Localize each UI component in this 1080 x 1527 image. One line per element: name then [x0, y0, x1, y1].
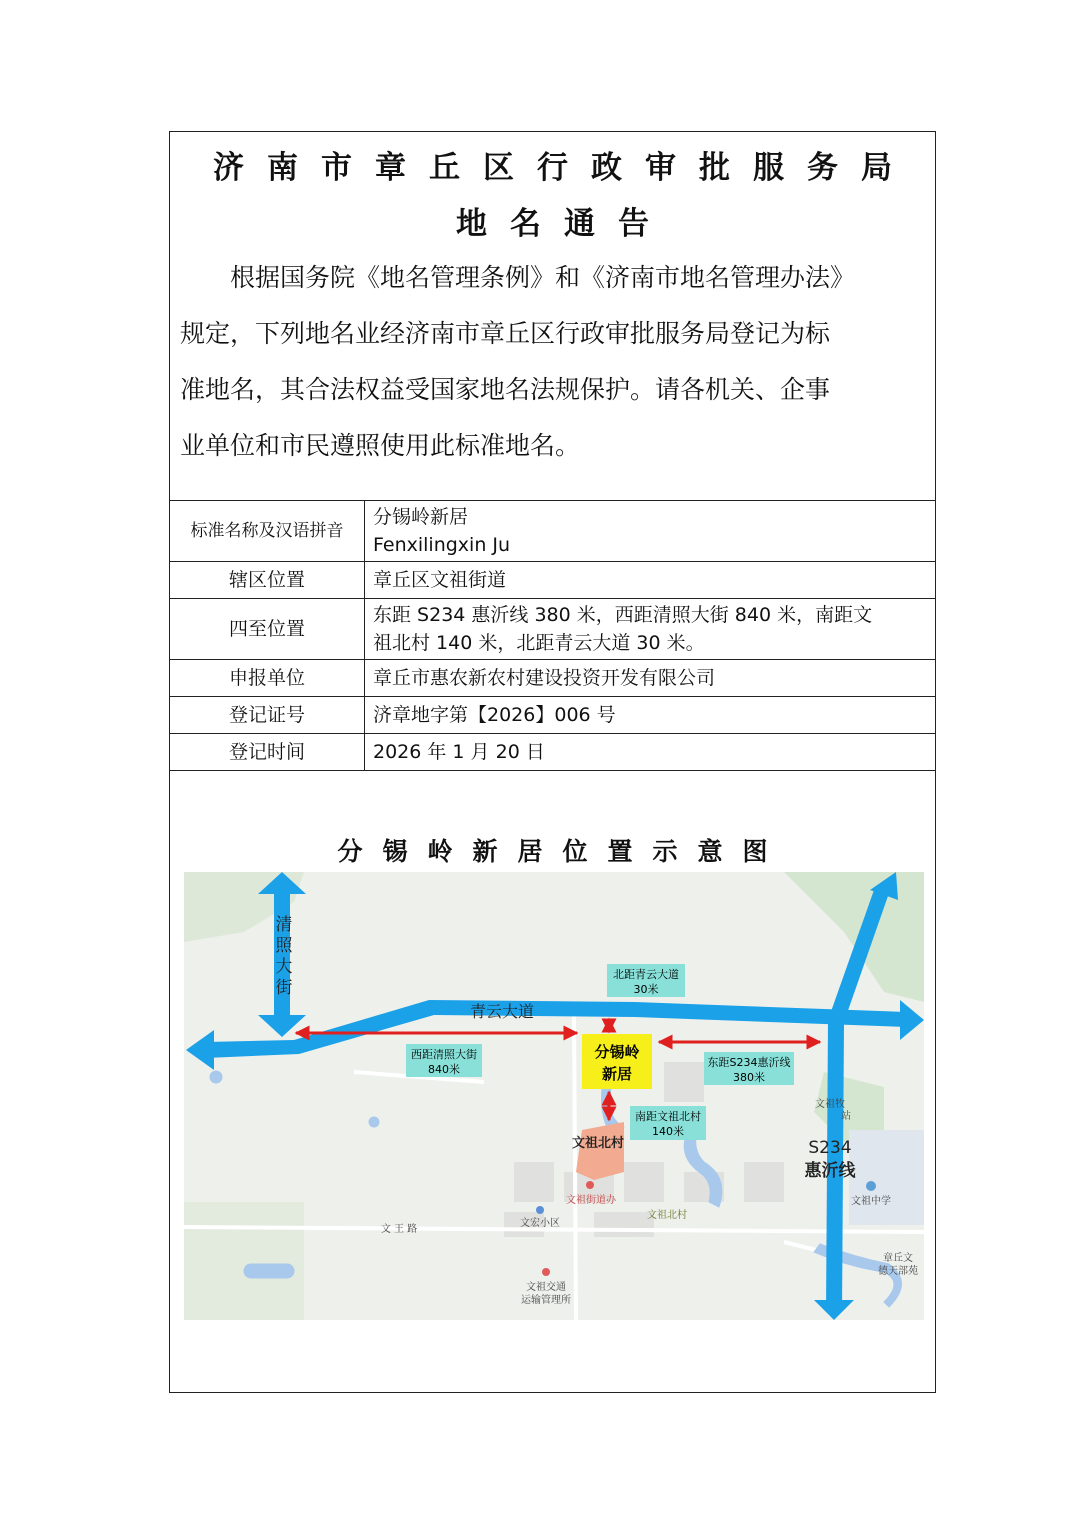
row-value: 章丘市惠农新农村建设投资开发有限公司: [365, 660, 936, 697]
dist-west-value: 840米: [428, 1063, 460, 1076]
poi-office: 文祖街道办: [566, 1195, 616, 1206]
notice-frame: [169, 131, 936, 1393]
table-row: [170, 660, 935, 697]
qingyun-label: 青云大道: [469, 1002, 535, 1021]
poi-office-marker: [586, 1181, 594, 1189]
table-row: [170, 697, 935, 734]
value-line: 分锡岭新居: [373, 506, 469, 528]
poi-transport-marker: [542, 1268, 550, 1276]
poi-station-line2: 站: [841, 1111, 851, 1122]
school-area: [849, 1130, 924, 1225]
qingzhao-char: 大: [275, 957, 293, 977]
dist-south-value: 140米: [652, 1125, 684, 1138]
poi-wenwang-road: 文 王 路: [380, 1224, 418, 1235]
paragraph-line: 准地名，其合法权益受国家地名法规保护。请各机关、企事: [180, 375, 831, 404]
village-label: 文祖北村: [571, 1136, 625, 1151]
paragraph-line: 规定，下列地名业经济南市章丘区行政审批服务局登记为标: [180, 319, 831, 348]
row-label: 申报单位: [170, 660, 365, 697]
value-line: Fenxilingxin Ju: [373, 534, 511, 556]
poi-wenhong-marker: [536, 1206, 544, 1214]
paragraph-line: 根据国务院《地名管理条例》和《济南市地名管理办法》: [180, 263, 856, 292]
row-value: [365, 599, 936, 660]
poi-transport-line2: 运输管理所: [521, 1295, 571, 1306]
row-label: 登记时间: [170, 734, 365, 771]
qingzhao-label: [276, 915, 294, 998]
poi-wenhong: 文宏小区: [520, 1218, 560, 1229]
row-label: 四至位置: [170, 599, 365, 660]
poi-garden-line2: 德天部苑: [878, 1266, 918, 1277]
notice-paragraph: [180, 250, 930, 474]
row-value: 2026 年 1 月 20 日: [365, 734, 936, 771]
row-label: 登记证号: [170, 697, 365, 734]
dist-north-label: 北距青云大道: [613, 968, 679, 981]
dist-east-label: 东距S234惠沂线: [707, 1056, 791, 1069]
village-area: [576, 1122, 624, 1180]
table-row: [170, 599, 935, 660]
row-label: 辖区位置: [170, 562, 365, 599]
s234-code-label: S234: [808, 1138, 852, 1158]
dist-south-label: 南距文祖北村: [635, 1110, 701, 1123]
poi-garden-line1: 章丘文: [883, 1253, 913, 1264]
table-row: [170, 734, 935, 771]
poi-wenzubeicun: 文祖北村: [647, 1210, 687, 1221]
table-row: [170, 501, 935, 562]
qingzhao-char: 清: [275, 915, 293, 935]
row-value: 章丘区文祖街道: [365, 562, 936, 599]
poi-station-line1: 文祖牧: [815, 1099, 845, 1110]
row-value: [365, 501, 936, 562]
table-row: [170, 562, 935, 599]
site-label-line1: 分锡岭: [594, 1043, 640, 1061]
green-area: [184, 1202, 304, 1320]
qingzhao-char: 照: [275, 936, 293, 956]
qingzhao-char: 街: [275, 978, 293, 998]
dist-north-value: 30米: [633, 983, 659, 996]
registration-table: [170, 500, 935, 771]
poi-school: 文祖中学: [851, 1196, 891, 1207]
value-line: 祖北村 140 米，北距青云大道 30 米。: [373, 632, 705, 654]
map-title: 分锡岭新居位置示意图: [337, 837, 788, 866]
poi-transport-line1: 文祖交通: [526, 1282, 566, 1293]
notice-title-authority: 济南市章丘区行政审批服务局: [213, 150, 915, 186]
s234-name-label: 惠沂线: [804, 1161, 856, 1181]
paragraph-line: 业单位和市民遵照使用此标准地名。: [180, 431, 581, 460]
row-label: 标准名称及汉语拼音: [170, 501, 365, 562]
dist-east-value: 380米: [733, 1071, 765, 1084]
site-label-line2: 新居: [601, 1065, 633, 1083]
location-map: [184, 872, 924, 1320]
value-line: 东距 S234 惠沂线 380 米，西距清照大街 840 米，南距文: [373, 604, 873, 626]
poi-school-marker: [866, 1181, 876, 1191]
dist-west-label: 西距清照大街: [411, 1048, 477, 1061]
row-value: 济章地字第【2026】006 号: [365, 697, 936, 734]
notice-title: 地名通告: [456, 206, 672, 242]
